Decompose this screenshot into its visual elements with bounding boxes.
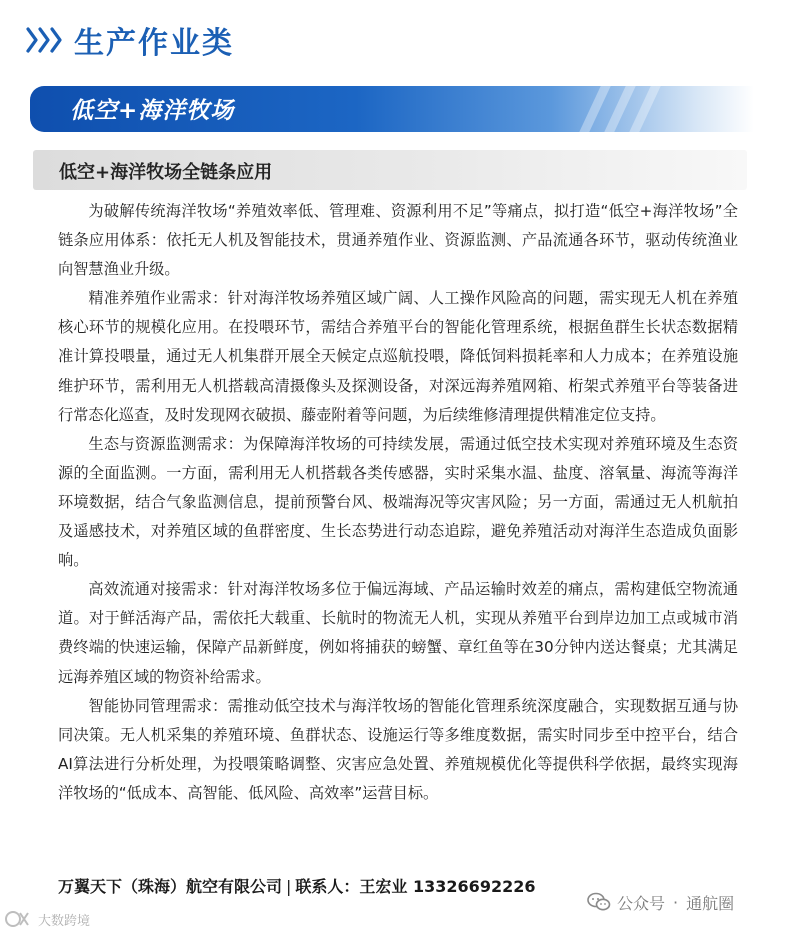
contact-name: 王宏业	[359, 877, 408, 896]
watermark-left	[4, 908, 90, 930]
watermark-right-dot: ·	[673, 892, 679, 912]
contact-label: 联系人：	[295, 877, 360, 896]
paragraph-logistics: 高效流通对接需求：针对海洋牧场多位于偏远海域、产品运输时效差的痛点，需构建低空物流通道。对于鲜活海产品，需依托大载重、长航时的物流无人机，实现从养殖平台到岸边加工点或城市消费终端的快速运输，保障产品新鲜度，例如将捕获的螃蟹、章红鱼等在30分钟内送达餐桌；尤其满足远海养殖区域的物资补给需求。	[58, 580, 738, 686]
paragraph-ecology-monitoring: 生态与资源监测需求：为保障海洋牧场的可持续发展，需通过低空技术实现对养殖环境及生态资源的全面监测。一方面，需利用无人机搭载各类传感器，实时采集水温、盐度、溶氧量、海流等海洋环境数据，结合气象监测信息，提前预警台风、极端海况等灾害风险；另一方面，需通过无人机航拍及遥感技术，对养殖区域的鱼群密度、生长态势进行动态追踪，避免养殖活动对海洋生态造成负面影响。	[58, 434, 738, 570]
paragraph-intro: 为破解传统海洋牧场“养殖效率低、管理难、资源利用不足”等痛点，拟打造“低空+海洋牧场”全链条应用体系：依托无人机及智能技术，贯通养殖作业、资源监测、产品流通各环节，驱动传统渔业向智慧渔业升级。	[58, 202, 738, 279]
chevron-right-icon	[50, 27, 63, 53]
banner-title: 低空+海洋牧场	[70, 98, 235, 124]
contact-phone: 13326692226	[413, 877, 536, 896]
brand-logo-icon	[4, 909, 34, 929]
watermark-left-text: 大数跨境	[38, 913, 91, 929]
section-header	[33, 150, 747, 190]
category-header	[26, 14, 234, 66]
wechat-icon	[587, 892, 611, 912]
banner-stripe	[604, 86, 635, 132]
footer-separator: |	[286, 877, 292, 896]
watermark-right-name: 通航圈	[686, 893, 735, 913]
paragraph-smart-management: 智能协同管理需求：需推动低空技术与海洋牧场的智能化管理系统深度融合，实现数据互通与协同决策。无人机采集的养殖环境、鱼群状态、设施运行等多维度数据，需实时同步至中控平台，结合AI算法进行分析处理，为投喂策略调整、灾害应急处置、养殖规模优化等提供科学依据，最终实现海洋牧场的“低成本、高智能、低风险、高效率”运营目标。	[58, 696, 738, 802]
category-title: 生产作业类	[74, 26, 234, 61]
watermark-right-label: 公众号	[617, 893, 666, 913]
section-title: 低空+海洋牧场全链条应用	[59, 162, 273, 183]
banner-stripe	[579, 86, 610, 132]
footer-contact	[58, 874, 535, 897]
banner-stripe	[629, 86, 660, 132]
chevron-icons	[26, 27, 62, 53]
article-body	[58, 197, 738, 808]
watermark-right	[587, 889, 734, 915]
title-banner	[30, 86, 754, 132]
paragraph-precision-farming: 精准养殖作业需求：针对海洋牧场养殖区域广阔、人工操作风险高的问题，需实现无人机在养殖核心环节的规模化应用。在投喂环节，需结合养殖平台的智能化管理系统，根据鱼群生长状态数据精准计算投喂量，通过无人机集群开展全天候定点巡航投喂，降低饲料损耗率和人力成本；在养殖设施维护环节，需利用无人机搭载高清摄像头及探测设备，对深远海养殖网箱、桁架式养殖平台等装备进行常态化巡查，及时发现网衣破损、藤壶附着等问题，为后续维修清理提供精准定位支持。	[58, 289, 738, 424]
company-name: 万翼天下（珠海）航空有限公司	[58, 877, 283, 896]
